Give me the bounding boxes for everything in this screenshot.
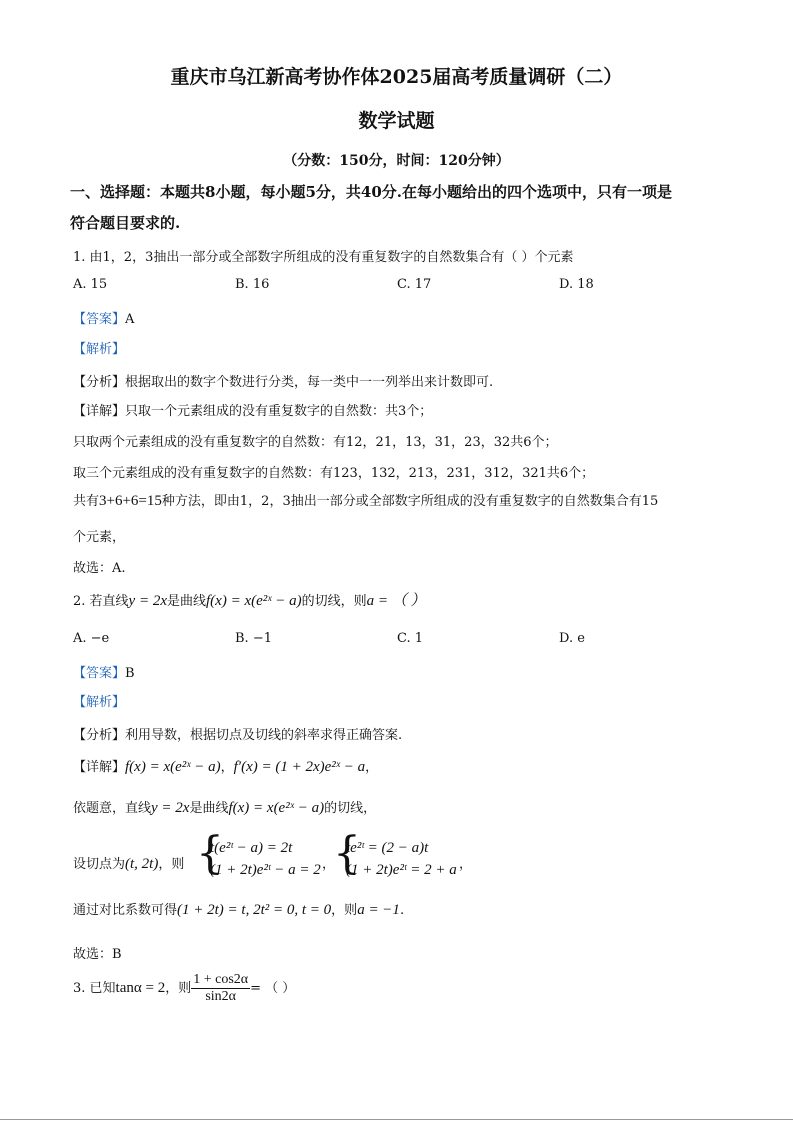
q2-answer: B <box>125 666 135 681</box>
q2-system-2 <box>346 837 457 881</box>
q2-detail-f: f(x) = x(e²ˣ − a) <box>125 759 221 775</box>
q2-compare-end: . <box>399 903 405 918</box>
q2-answer-row <box>73 662 135 681</box>
q2-detail-end: ， <box>365 760 379 775</box>
analysis-tag: 【解析】 <box>73 695 126 710</box>
q1-option-d: D. 18 <box>559 277 594 292</box>
q3-fraction-numerator: 1 + cos2α <box>193 972 249 987</box>
q2-ask: a = （ ） <box>366 593 426 609</box>
q2-system-2-eq-b: (1 + 2t)e²ᵗ = 2 + a <box>346 862 457 878</box>
q2-compare-pre: 通过对比系数可得 <box>73 903 178 918</box>
q2-line2-curve: f(x) = x(e²ˣ − a) <box>228 800 325 816</box>
score-info: （分数：150分，时间：120分钟） <box>283 153 510 169</box>
q2-fenxi-row <box>73 724 402 743</box>
q1-detail-5: 个元素， <box>73 530 126 545</box>
q1-detail-4-pre: 共有 <box>73 494 100 509</box>
system-brace-2: { <box>333 828 361 879</box>
detail-tag: 【详解】 <box>73 404 126 419</box>
section-heading-line2: 符合题目要求的. <box>70 214 181 232</box>
q2-stem-mid: 是曲线 <box>166 594 206 609</box>
q2-compare-row <box>73 899 404 919</box>
q2-system-1-eq-b: (1 + 2t)e²ᵗ − a = 2 <box>210 862 321 878</box>
q3-stem-pre: 3. 已知 <box>73 981 116 996</box>
q3-given: tanα = 2 <box>115 980 166 996</box>
q2-detail-fprime: f′(x) = (1 + 2x)e²ˣ − a <box>233 759 366 775</box>
q1-detail-2: 只取两个元素组成的没有重复数字的自然数：有12，21，13，31，23，32共6个； <box>73 435 558 450</box>
q2-option-c: C. 1 <box>397 631 424 646</box>
q2-line2-pre: 依题意，直线 <box>73 801 152 816</box>
q2-option-d: D. e <box>559 631 585 646</box>
q3-fraction <box>191 972 250 1005</box>
q2-line2-mid: 是曲线 <box>189 801 229 816</box>
q2-option-a: A. −e <box>73 631 110 646</box>
q1-answer-row <box>73 308 134 327</box>
q2-fenxi: 利用导数，根据切点及切线的斜率求得正确答案. <box>125 728 403 743</box>
q2-tangent-mid: ，则 <box>158 857 185 872</box>
q2-tangent-point: (t, 2t) <box>125 856 159 872</box>
q1-answer: A <box>125 312 135 327</box>
q2-curve-eq: f(x) = x(e²ˣ − a) <box>206 593 302 609</box>
q1-detail-4 <box>73 490 658 510</box>
q2-system-1 <box>210 837 321 881</box>
analysis-tag: 【解析】 <box>73 342 126 357</box>
q1-choose: 故选：A. <box>73 561 126 576</box>
q2-stem-post: 的切线，则 <box>301 594 367 609</box>
q3-stem-post: = （ ） <box>250 981 296 996</box>
q2-line-eq: y = 2x <box>128 593 167 609</box>
q2-compare-mid: ，则 <box>331 903 358 918</box>
comma: ， <box>322 857 336 872</box>
q1-fenxi: 根据取出的数字个数进行分类，每一类中一一列举出来计数即可. <box>125 375 494 390</box>
comma: ， <box>459 857 473 872</box>
q2-compare-result: a = −1 <box>357 902 400 918</box>
document-title: 重庆市乌江新高考协作体2025届高考质量调研（二） <box>170 66 623 88</box>
q2-tangent-label <box>73 853 184 873</box>
q2-line2-post: 的切线， <box>324 801 377 816</box>
q2-compare-math: (1 + 2t) = t, 2t² = 0, t = 0 <box>177 902 332 918</box>
q3-stem <box>73 972 295 1005</box>
system-brace-1: { <box>196 828 224 879</box>
q2-detail-sep: ， <box>220 760 234 775</box>
document-subtitle: 数学试题 <box>358 110 435 132</box>
q2-line2-eq: y = 2x <box>151 800 190 816</box>
q1-option-a: A. 15 <box>73 277 108 292</box>
q2-tangent-pre: 设切点为 <box>73 857 126 872</box>
q2-detail-row <box>73 756 378 776</box>
q2-system-1-eq-a: t(e²ᵗ − a) = 2t <box>210 840 293 856</box>
answer-tag: 【答案】 <box>73 312 126 327</box>
q1-option-b: B. 16 <box>235 277 270 292</box>
q1-stem: 1. 由1，2，3抽出一部分或全部数字所组成的没有重复数字的自然数集合有（ ）个元素 <box>73 250 574 265</box>
q1-detail-4-post: 种方法，即由1，2，3抽出一部分或全部数字所组成的没有重复数字的自然数集合有15 <box>161 494 659 509</box>
page-bottom-rule <box>0 1119 793 1120</box>
q2-system-2-eq-a: te²ᵗ = (2 − a)t <box>346 840 429 856</box>
q1-option-c: C. 17 <box>397 277 432 292</box>
q1-detail-row <box>73 400 432 419</box>
q2-stem-pre: 2. 若直线 <box>73 594 129 609</box>
detail-tag: 【详解】 <box>73 760 126 775</box>
q1-fenxi-row <box>73 371 493 390</box>
fenxi-tag: 【分析】 <box>73 728 126 743</box>
fenxi-tag: 【分析】 <box>73 375 126 390</box>
q1-detail-1: 只取一个元素组成的没有重复数字的自然数：共3个； <box>125 404 433 419</box>
answer-tag: 【答案】 <box>73 666 126 681</box>
q1-sum-math: 3+6+6=15 <box>99 493 162 509</box>
q3-fraction-denominator: sin2α <box>205 989 237 1004</box>
q2-option-b: B. −1 <box>235 631 272 646</box>
q2-stem <box>73 589 426 610</box>
q1-detail-3: 取三个元素组成的没有重复数字的自然数：有123，132，213，231，312，321共6个； <box>73 466 595 481</box>
section-heading-line1: 一、选择题：本题共8小题，每小题5分，共40分.在每小题给出的四个选项中，只有一项是 <box>70 183 672 201</box>
q3-stem-mid: ，则 <box>165 981 192 996</box>
q2-detail-line2 <box>73 797 376 817</box>
q2-choose: 故选：B <box>73 947 122 962</box>
